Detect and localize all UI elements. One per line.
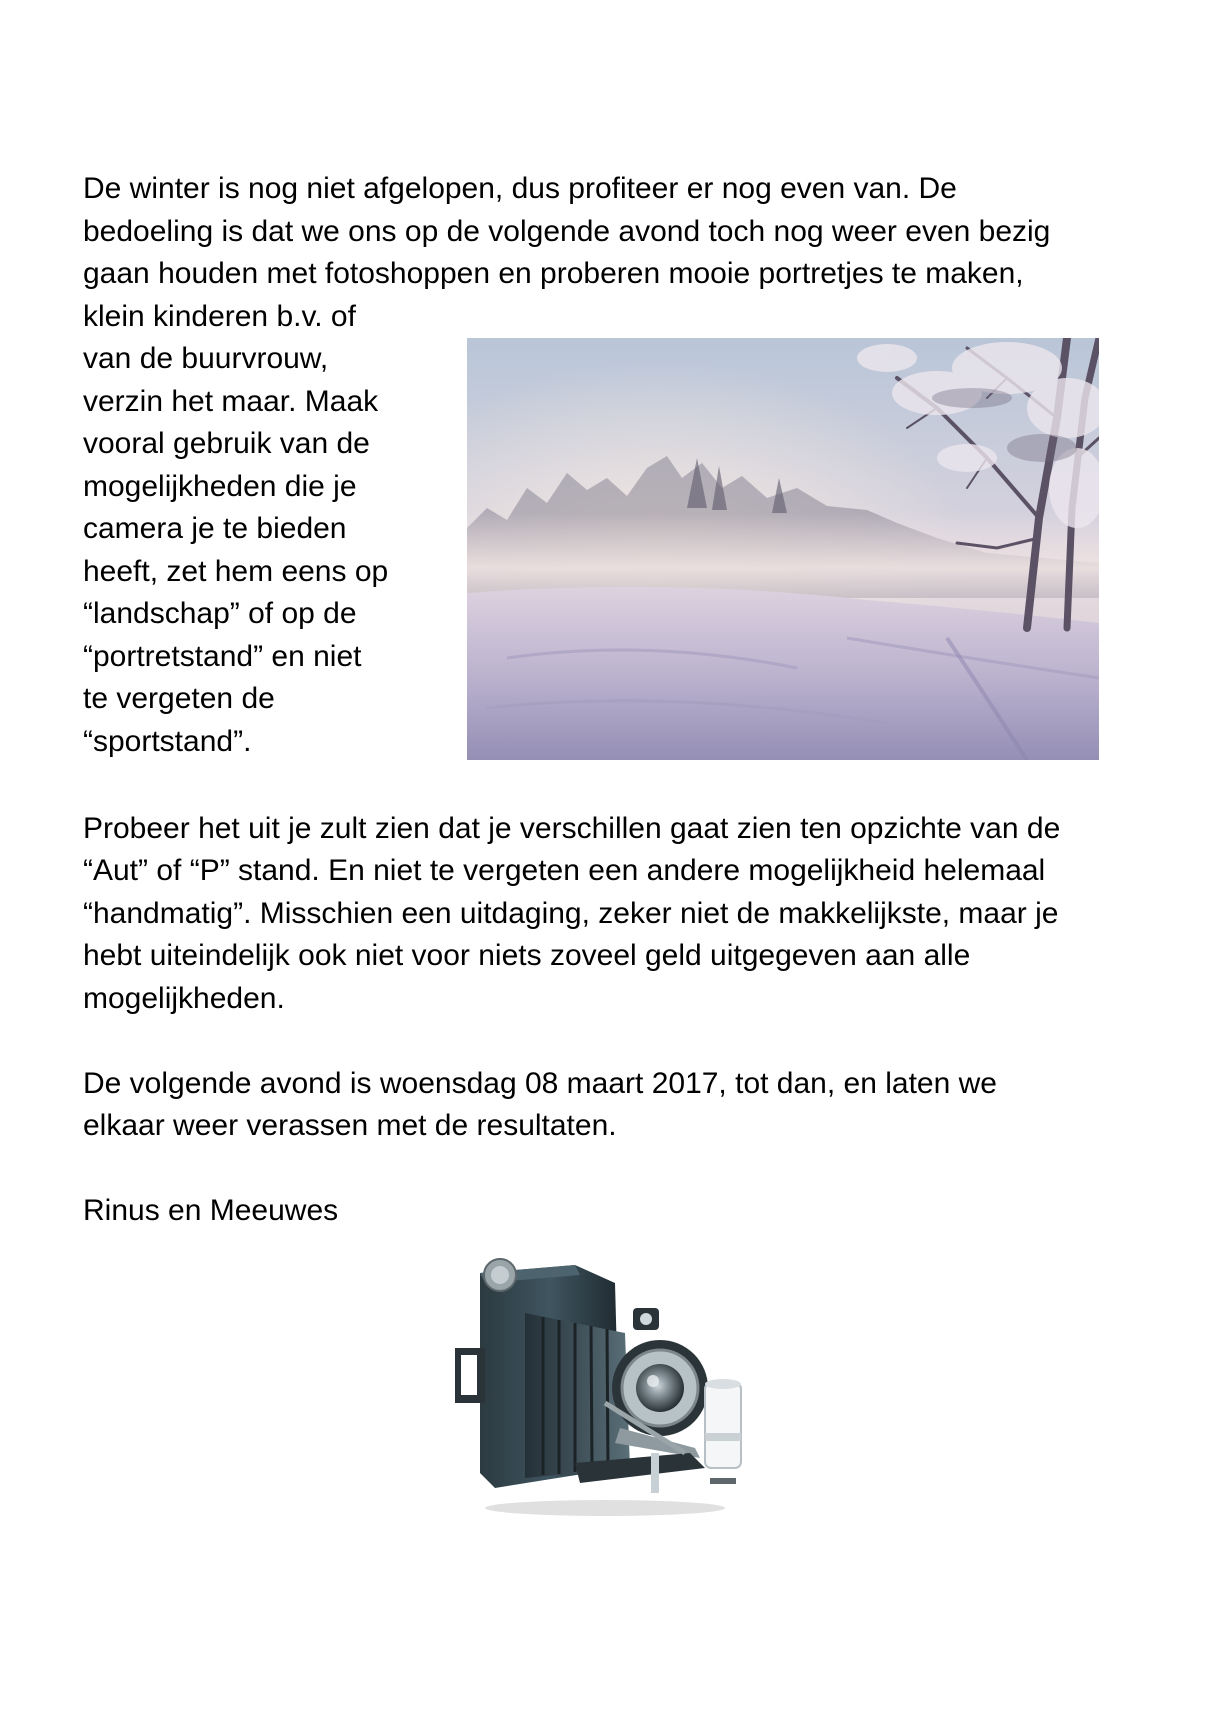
signature: Rinus en Meeuwes <box>83 1194 339 1227</box>
paragraph-1-line-3: gaan houden met fotoshoppen en proberen mooie portretjes te maken, <box>83 257 1024 290</box>
paragraph-1-line-13: te vergeten de <box>83 682 275 715</box>
paragraph-2-line-4: hebt uiteindelijk ook niet voor niets zoveel geld uitgegeven aan alle <box>83 939 971 972</box>
paragraph-1-line-4: klein kinderen b.v. of <box>83 300 356 333</box>
vintage-camera-illustration <box>455 1253 755 1523</box>
paragraph-1-line-2: bedoeling is dat we ons op de volgende avond toch nog weer even bezig <box>83 215 1051 248</box>
paragraph-1-line-9: camera je te bieden <box>83 512 347 545</box>
winter-landscape-illustration <box>467 338 1099 760</box>
paragraph-1-line-6: verzin het maar. Maak <box>83 385 379 418</box>
paragraph-2-line-3: “handmatig”. Misschien een uitdaging, zeker niet de makkelijkste, maar je <box>83 897 1059 930</box>
paragraph-1-line-11: “landschap” of op de <box>83 597 357 630</box>
paragraph-1-line-5: van de buurvrouw, <box>83 342 329 375</box>
vintage-camera-photo <box>455 1253 755 1523</box>
paragraph-1-line-7: vooral gebruik van de <box>83 427 370 460</box>
paragraph-3-line-2: elkaar weer verassen met de resultaten. <box>83 1109 617 1142</box>
paragraph-2-line-5: mogelijkheden. <box>83 982 285 1015</box>
paragraph-3-line-1: De volgende avond is woensdag 08 maart 2017, tot dan, en laten we <box>83 1067 997 1100</box>
paragraph-1-line-12: “portretstand” en niet <box>83 640 362 673</box>
paragraph-1-line-1: De winter is nog niet afgelopen, dus profiteer er nog even van. De <box>83 172 957 205</box>
paragraph-1-line-8: mogelijkheden die je <box>83 470 357 503</box>
paragraph-2-line-1: Probeer het uit je zult zien dat je verschillen gaat zien ten opzichte van de <box>83 812 1061 845</box>
winter-landscape-photo <box>467 338 1099 760</box>
paragraph-2-line-2: “Aut” of “P” stand. En niet te vergeten een andere mogelijkheid helemaal <box>83 854 1046 887</box>
paragraph-1-line-14: “sportstand”. <box>83 725 252 758</box>
paragraph-1-line-10: heeft, zet hem eens op <box>83 555 389 588</box>
